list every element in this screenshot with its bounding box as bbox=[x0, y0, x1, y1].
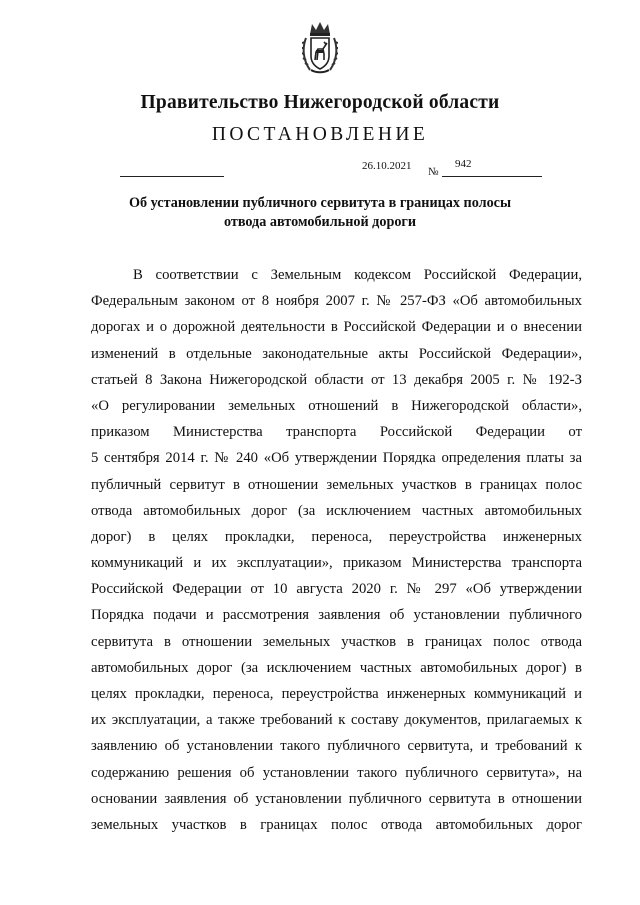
number-sign: № bbox=[428, 166, 439, 178]
organization-title: Правительство Нижегородской области bbox=[140, 92, 500, 113]
body-line: коммуникаций и их эксплуатации», приказом Министерства транспорта bbox=[91, 555, 582, 572]
document-date: 26.10.2021 bbox=[362, 160, 412, 172]
body-line: автомобильных дорог (за исключением частных автомобильных дорог) в bbox=[91, 659, 582, 676]
document-body bbox=[91, 262, 582, 838]
body-line: их эксплуатации, а также требований к составу документов, прилагаемых к bbox=[91, 712, 582, 729]
body-line: сервитута в отношении земельных участков в границах полос отвода bbox=[91, 633, 582, 650]
body-line: содержанию решения об установлении такого публичного сервитута», на bbox=[91, 764, 582, 781]
body-line: В соответствии с Земельным кодексом Российской Федерации, bbox=[133, 267, 582, 283]
body-line: основании заявления об установлении публичного сервитута в отношении bbox=[91, 790, 582, 807]
document-type: ПОСТАНОВЛЕНИЕ bbox=[211, 124, 429, 145]
body-line: изменений в отдельные законодательные акты Российской Федерации», bbox=[91, 345, 582, 362]
body-line: дорогах и о дорожной деятельности в Российской Федерации и о внесении bbox=[91, 319, 582, 336]
subject-line: Об установлении публичного сервитута в границах полосы bbox=[128, 195, 512, 211]
date-underline-left bbox=[120, 176, 224, 177]
document-subject bbox=[0, 194, 640, 232]
number-underline bbox=[442, 176, 542, 177]
body-line: целях прокладки, переноса, переустройства инженерных коммуникаций и bbox=[91, 686, 582, 702]
body-line: 5 сентября 2014 г. № 240 «Об утверждении Порядка определения платы за bbox=[91, 450, 582, 467]
document-number: 942 bbox=[455, 158, 472, 170]
subject-line: отвода автомобильной дороги bbox=[223, 214, 417, 230]
body-line: приказом Министерства транспорта Российской Федерации от bbox=[91, 424, 582, 441]
body-line: дорог) в целях прокладки, переноса, переустройства инженерных bbox=[91, 528, 582, 545]
body-line: заявлению об установлении такого публичного сервитута, и требований к bbox=[91, 738, 582, 755]
body-line: отвода автомобильных дорог (за исключением частных автомобильных bbox=[91, 502, 582, 519]
body-line: «О регулировании земельных отношений в Нижегородской области», bbox=[91, 397, 582, 414]
body-line: Порядка подачи и рассмотрения заявления об установлении публичного bbox=[91, 607, 582, 624]
body-line: Российской Федерации от 10 августа 2020 г. № 297 «Об утверждении bbox=[91, 581, 582, 598]
body-line: земельных участков в границах полос отвода автомобильных дорог bbox=[91, 816, 582, 833]
body-line: статьей 8 Закона Нижегородской области от 13 декабря 2005 г. № 192-З bbox=[91, 371, 582, 388]
body-line: публичный сервитут в отношении земельных участков в границах полос bbox=[91, 476, 582, 493]
coat-of-arms-icon bbox=[302, 20, 338, 74]
body-line: Федеральным законом от 8 ноября 2007 г. № 257-ФЗ «Об автомобильных bbox=[91, 293, 582, 310]
